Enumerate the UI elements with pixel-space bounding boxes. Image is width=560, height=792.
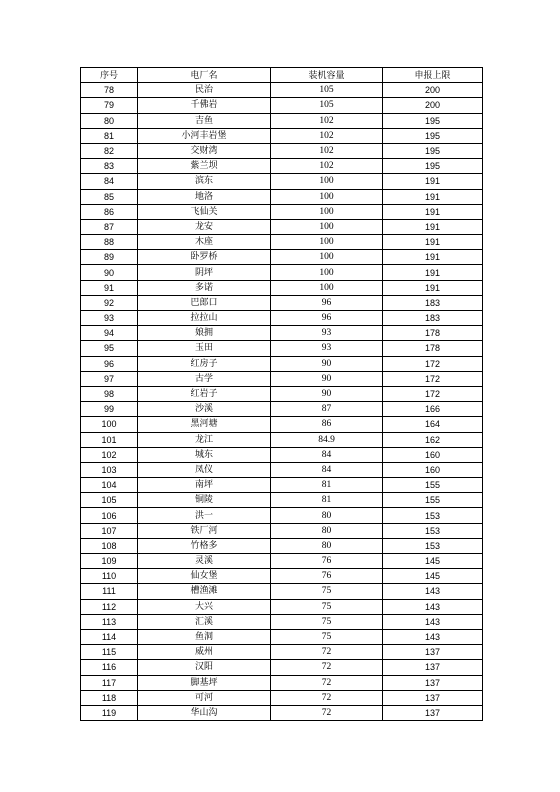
cell-seq: 104 (81, 478, 138, 493)
cell-declared-limit: 155 (383, 478, 483, 493)
cell-plant-name: 飞仙关 (138, 204, 271, 219)
cell-declared-limit: 191 (383, 174, 483, 189)
table-row (81, 341, 483, 356)
table-row (81, 174, 483, 189)
cell-capacity: 80 (271, 508, 383, 523)
table-row (81, 189, 483, 204)
cell-seq: 90 (81, 265, 138, 280)
cell-seq: 86 (81, 204, 138, 219)
cell-seq: 98 (81, 386, 138, 401)
cell-capacity: 84 (271, 462, 383, 477)
cell-declared-limit: 153 (383, 538, 483, 553)
cell-seq: 96 (81, 356, 138, 371)
table-row (81, 660, 483, 675)
cell-declared-limit: 137 (383, 690, 483, 705)
cell-plant-name: 娘拥 (138, 326, 271, 341)
cell-seq: 95 (81, 341, 138, 356)
table-row (81, 569, 483, 584)
cell-declared-limit: 191 (383, 235, 483, 250)
table-row (81, 159, 483, 174)
table-row (81, 402, 483, 417)
cell-declared-limit: 172 (383, 386, 483, 401)
cell-capacity: 81 (271, 478, 383, 493)
cell-declared-limit: 178 (383, 341, 483, 356)
cell-plant-name: 可河 (138, 690, 271, 705)
table-row (81, 204, 483, 219)
cell-seq: 79 (81, 98, 138, 113)
cell-seq: 116 (81, 660, 138, 675)
cell-capacity: 105 (271, 83, 383, 98)
table-row (81, 113, 483, 128)
cell-capacity: 76 (271, 569, 383, 584)
cell-capacity: 100 (271, 204, 383, 219)
cell-declared-limit: 155 (383, 493, 483, 508)
cell-declared-limit: 191 (383, 265, 483, 280)
table-row (81, 371, 483, 386)
table-row (81, 690, 483, 705)
cell-seq: 94 (81, 326, 138, 341)
header-row (81, 68, 483, 83)
cell-capacity: 72 (271, 660, 383, 675)
cell-declared-limit: 183 (383, 295, 483, 310)
cell-plant-name: 鱼洞 (138, 629, 271, 644)
table-row (81, 447, 483, 462)
table-row (81, 675, 483, 690)
cell-declared-limit: 143 (383, 584, 483, 599)
table-row (81, 599, 483, 614)
table-row (81, 265, 483, 280)
cell-declared-limit: 143 (383, 614, 483, 629)
cell-seq: 113 (81, 614, 138, 629)
cell-plant-name: 拉拉山 (138, 311, 271, 326)
cell-seq: 92 (81, 295, 138, 310)
cell-seq: 111 (81, 584, 138, 599)
cell-plant-name: 铜陵 (138, 493, 271, 508)
table-row (81, 83, 483, 98)
cell-declared-limit: 200 (383, 98, 483, 113)
cell-capacity: 100 (271, 280, 383, 295)
header-seq: 序号 (81, 68, 138, 83)
cell-capacity: 102 (271, 159, 383, 174)
cell-seq: 85 (81, 189, 138, 204)
header-capacity: 装机容量 (271, 68, 383, 83)
cell-plant-name: 多诺 (138, 280, 271, 295)
cell-seq: 100 (81, 417, 138, 432)
table-row (81, 280, 483, 295)
cell-seq: 114 (81, 629, 138, 644)
cell-capacity: 80 (271, 538, 383, 553)
cell-declared-limit: 172 (383, 371, 483, 386)
cell-plant-name: 汇溪 (138, 614, 271, 629)
table-row (81, 538, 483, 553)
cell-plant-name: 吉鱼 (138, 113, 271, 128)
cell-declared-limit: 195 (383, 159, 483, 174)
cell-declared-limit: 166 (383, 402, 483, 417)
cell-capacity: 100 (271, 174, 383, 189)
cell-plant-name: 南坪 (138, 478, 271, 493)
cell-seq: 107 (81, 523, 138, 538)
cell-declared-limit: 162 (383, 432, 483, 447)
cell-capacity: 93 (271, 341, 383, 356)
cell-declared-limit: 137 (383, 705, 483, 720)
cell-plant-name: 玉田 (138, 341, 271, 356)
cell-plant-name: 小河丰岩堡 (138, 128, 271, 143)
cell-plant-name: 槽渔滩 (138, 584, 271, 599)
cell-capacity: 75 (271, 599, 383, 614)
cell-seq: 88 (81, 235, 138, 250)
cell-declared-limit: 137 (383, 645, 483, 660)
cell-capacity: 72 (271, 675, 383, 690)
cell-seq: 102 (81, 447, 138, 462)
cell-capacity: 100 (271, 250, 383, 265)
cell-declared-limit: 143 (383, 629, 483, 644)
cell-seq: 89 (81, 250, 138, 265)
table-row (81, 98, 483, 113)
cell-seq: 93 (81, 311, 138, 326)
cell-seq: 117 (81, 675, 138, 690)
cell-plant-name: 卧罗桥 (138, 250, 271, 265)
cell-seq: 119 (81, 705, 138, 720)
cell-capacity: 93 (271, 326, 383, 341)
cell-seq: 87 (81, 219, 138, 234)
cell-declared-limit: 195 (383, 128, 483, 143)
cell-plant-name: 千佛岩 (138, 98, 271, 113)
cell-capacity: 87 (271, 402, 383, 417)
cell-seq: 91 (81, 280, 138, 295)
cell-declared-limit: 153 (383, 523, 483, 538)
cell-seq: 118 (81, 690, 138, 705)
table-row (81, 386, 483, 401)
cell-plant-name: 红房子 (138, 356, 271, 371)
cell-plant-name: 仙女堡 (138, 569, 271, 584)
cell-plant-name: 竹格多 (138, 538, 271, 553)
cell-declared-limit: 191 (383, 189, 483, 204)
cell-declared-limit: 195 (383, 143, 483, 158)
cell-plant-name: 沙溪 (138, 402, 271, 417)
cell-capacity: 75 (271, 584, 383, 599)
cell-capacity: 84.9 (271, 432, 383, 447)
table-row (81, 614, 483, 629)
cell-declared-limit: 191 (383, 204, 483, 219)
power-plant-table (80, 67, 483, 721)
cell-capacity: 75 (271, 614, 383, 629)
cell-seq: 103 (81, 462, 138, 477)
cell-declared-limit: 145 (383, 569, 483, 584)
cell-capacity: 90 (271, 356, 383, 371)
cell-seq: 78 (81, 83, 138, 98)
cell-seq: 112 (81, 599, 138, 614)
cell-plant-name: 木座 (138, 235, 271, 250)
table-row (81, 356, 483, 371)
cell-plant-name: 滨东 (138, 174, 271, 189)
cell-seq: 82 (81, 143, 138, 158)
cell-plant-name: 大兴 (138, 599, 271, 614)
table-row (81, 143, 483, 158)
cell-plant-name: 阴坪 (138, 265, 271, 280)
cell-seq: 108 (81, 538, 138, 553)
cell-plant-name: 龙安 (138, 219, 271, 234)
cell-seq: 83 (81, 159, 138, 174)
table-header (81, 68, 483, 83)
cell-seq: 105 (81, 493, 138, 508)
cell-seq: 106 (81, 508, 138, 523)
cell-declared-limit: 160 (383, 447, 483, 462)
table-row (81, 295, 483, 310)
cell-capacity: 96 (271, 295, 383, 310)
cell-plant-name: 地洛 (138, 189, 271, 204)
cell-declared-limit: 164 (383, 417, 483, 432)
cell-declared-limit: 195 (383, 113, 483, 128)
table-row (81, 311, 483, 326)
table-row (81, 554, 483, 569)
cell-capacity: 102 (271, 113, 383, 128)
cell-plant-name: 凤仪 (138, 462, 271, 477)
cell-plant-name: 威州 (138, 645, 271, 660)
cell-declared-limit: 191 (383, 280, 483, 295)
table-row (81, 432, 483, 447)
cell-plant-name: 脚基坪 (138, 675, 271, 690)
cell-declared-limit: 145 (383, 554, 483, 569)
cell-plant-name: 华山沟 (138, 705, 271, 720)
cell-capacity: 102 (271, 143, 383, 158)
cell-plant-name: 城东 (138, 447, 271, 462)
cell-plant-name: 巴郎口 (138, 295, 271, 310)
cell-seq: 99 (81, 402, 138, 417)
cell-plant-name: 红岩子 (138, 386, 271, 401)
table-row (81, 508, 483, 523)
table-row (81, 478, 483, 493)
cell-capacity: 100 (271, 235, 383, 250)
table-row (81, 417, 483, 432)
cell-plant-name: 龙江 (138, 432, 271, 447)
cell-seq: 110 (81, 569, 138, 584)
cell-seq: 80 (81, 113, 138, 128)
table-row (81, 523, 483, 538)
cell-declared-limit: 191 (383, 219, 483, 234)
cell-plant-name: 铁厂河 (138, 523, 271, 538)
cell-declared-limit: 143 (383, 599, 483, 614)
cell-declared-limit: 137 (383, 660, 483, 675)
cell-capacity: 72 (271, 690, 383, 705)
cell-declared-limit: 137 (383, 675, 483, 690)
cell-capacity: 100 (271, 219, 383, 234)
cell-seq: 109 (81, 554, 138, 569)
header-plant-name: 电厂名 (138, 68, 271, 83)
table-row (81, 250, 483, 265)
cell-seq: 81 (81, 128, 138, 143)
table-row (81, 705, 483, 720)
cell-plant-name: 紫兰坝 (138, 159, 271, 174)
cell-seq: 115 (81, 645, 138, 660)
cell-declared-limit: 172 (383, 356, 483, 371)
cell-plant-name: 古学 (138, 371, 271, 386)
table-row (81, 462, 483, 477)
table-row (81, 629, 483, 644)
cell-capacity: 96 (271, 311, 383, 326)
cell-declared-limit: 183 (383, 311, 483, 326)
table-row (81, 584, 483, 599)
cell-plant-name: 灵溪 (138, 554, 271, 569)
cell-plant-name: 交财湾 (138, 143, 271, 158)
cell-capacity: 81 (271, 493, 383, 508)
cell-plant-name: 洪一 (138, 508, 271, 523)
cell-capacity: 102 (271, 128, 383, 143)
cell-declared-limit: 178 (383, 326, 483, 341)
cell-capacity: 84 (271, 447, 383, 462)
table-body (81, 83, 483, 721)
cell-capacity: 80 (271, 523, 383, 538)
cell-plant-name: 民治 (138, 83, 271, 98)
cell-capacity: 86 (271, 417, 383, 432)
cell-capacity: 75 (271, 629, 383, 644)
cell-declared-limit: 200 (383, 83, 483, 98)
cell-declared-limit: 160 (383, 462, 483, 477)
cell-seq: 84 (81, 174, 138, 189)
cell-plant-name: 汉阳 (138, 660, 271, 675)
table-row (81, 326, 483, 341)
table-row (81, 235, 483, 250)
header-declared-limit: 申报上限 (383, 68, 483, 83)
cell-plant-name: 黑河塘 (138, 417, 271, 432)
cell-capacity: 72 (271, 645, 383, 660)
table-row (81, 493, 483, 508)
cell-seq: 101 (81, 432, 138, 447)
cell-capacity: 72 (271, 705, 383, 720)
table-row (81, 128, 483, 143)
cell-capacity: 90 (271, 371, 383, 386)
cell-declared-limit: 191 (383, 250, 483, 265)
cell-capacity: 90 (271, 386, 383, 401)
cell-declared-limit: 153 (383, 508, 483, 523)
cell-capacity: 76 (271, 554, 383, 569)
table-row (81, 219, 483, 234)
cell-capacity: 100 (271, 189, 383, 204)
cell-capacity: 100 (271, 265, 383, 280)
cell-seq: 97 (81, 371, 138, 386)
table-row (81, 645, 483, 660)
cell-capacity: 105 (271, 98, 383, 113)
